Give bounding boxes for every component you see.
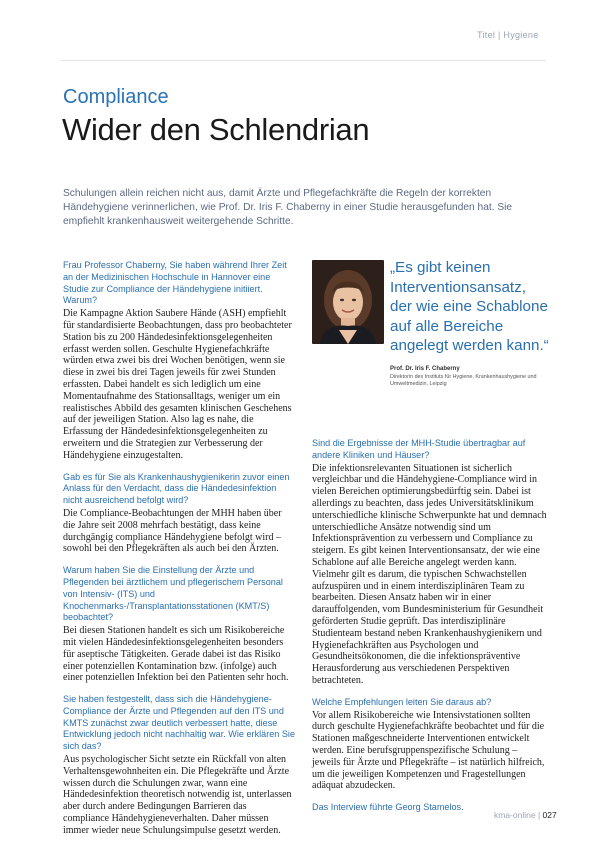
top-divider (60, 60, 546, 61)
question: Welche Empfehlungen leiten Sie daraus ab? (312, 696, 492, 707)
caption-affiliation: Direktorin des Instituts für Hygiene, Krankenhaushygiene und Umweltmedizin, Leipzig (390, 374, 537, 387)
portrait-illustration (312, 260, 384, 344)
question: Sie haben festgestellt, dass sich die Händehygiene-Compliance der Ärzte und Pflegenden auf den ITS und KMTS zunächst zwar deutlich verbessert hatte, diese Entwicklung jedoch nicht nachhaltig war. Wie erklären Sie sich das? (63, 694, 296, 752)
footer-label: kma-online (494, 810, 536, 820)
qa-block (63, 565, 295, 684)
qa-block (63, 472, 295, 556)
section-label: Titel | Hygiene (477, 30, 539, 40)
portrait-photo (312, 260, 384, 344)
answer: Die Kampagne Aktion Saubere Hände (ASH) empfiehlt für standardisierte Beobachtungen, dass pro beobachteter Station bis zu 200 Händedesinfektionsgelegenheiten erfasst werden sollen. Geschulte Hygienefachkräfte würden etwa zwei bis drei Wochen benötigen, wenn sie diese in zwei bis drei Tagen jeweils für zwei Stunden erfassten. Dabei handelt es sich lediglich um eine Momentaufnahme des Stationsalltags, weniger um ein realistisches Abbild des gesamten klinischen Geschehens auf der jeweiligen Station. Also lag es nahe, die Erfassung der Händedesinfektionsgelegenheiten zu erweitern und die Strategien zur Verbesserung der Händehygiene einzugestalten. (63, 308, 292, 461)
qa-block (63, 694, 295, 837)
answer: Aus psychologischer Sicht setzte ein Rückfall von alten Verhaltensgewohnheiten ein. Die Pflegekräfte und Ärzte wissen durch die Schulungen zwar, wann eine Händedesinfektion theoretisch notwendig ist, unterlassen aber durch andere Bedingungen Barrieren das compliance Händehygieneverhalten. Daher müssen immer wieder neue Schulungsimpulse gesetzt werden. (63, 754, 292, 836)
footer-separator: | (537, 810, 543, 820)
question: Frau Professor Chaberny, Sie haben während Ihrer Zeit an der Medizinischen Hochschule in Hannover eine Studie zur Compliance der Händehygiene initiiert. Warum? (63, 260, 287, 306)
caption-name: Prof. Dr. Iris F. Chaberny (390, 366, 460, 372)
qa-block (312, 697, 548, 792)
answer: Die infektionsrelevanten Situationen ist sicherlich vergleichbar und die Händehygiene-Compliance wird in vielen Bereichen optimierungsbedürftig sein. Dabei ist allerdings zu beachten, dass jedes Universitätsklinikum unterschiedliche klinische Schwerpunkte hat und demnach unterschiedliche Ansätze notwendig sind um Infektionsprävention zu verbessern und Compliance zu steigern. Es gibt keinen Interventionsansatz, der wie eine Schablone auf alle Bereiche angelegt werden kann. Vielmehr gilt es darum, die typischen Schwachstellen aufzuspüren und in einem interdisziplinären Team zu bearbeiten. Diesen Ansatz haben wir in einer darauffolgenden, vom Bundesministerium für Gesundheit geförderten Studie geprüft. Das interdisziplinäre Studienteam bestand neben Krankenhaushygienikern und Hygienefachkräften aus Psychologen und Gesundheitsökonomen, die die infektionspräventive Herausforderung aus verschiedenen Perspektiven betrachteten. (312, 462, 547, 686)
kicker: Compliance (63, 86, 169, 108)
question: Warum haben Sie die Einstellung der Ärzte und Pflegenden bei ärztlichem und pflegerischem Personal von Intensiv- (ITS) und Knochenmarks-/Transplantationsstationen (KMT/S) beobachtet? (63, 565, 283, 623)
page-footer (494, 810, 557, 820)
page-title: Wider den Schlendrian (62, 112, 370, 147)
qa-block (63, 260, 295, 462)
right-column (312, 438, 548, 814)
left-column (63, 260, 295, 847)
qa-block (312, 438, 548, 687)
question: Sind die Ergebnisse der MHH-Studie übertragbar auf andere Kliniken und Häuser? (312, 438, 526, 460)
interview-signoff: Das Interview führte Georg Stamelos. (312, 802, 464, 813)
answer: Die Compliance-Beobachtungen der MHH haben über die Jahre seit 2008 mehrfach bestätigt, dass keine durchgängig compliance Händehygiene befolgt wird – sowohl bei den Pflegekräften als auch bei den Ärzten. (63, 507, 282, 555)
question: Gab es für Sie als Krankenhaushygienikerin zuvor einen Anlass für den Verdacht, dass die Händedesinfektion nicht ausreichend befolgt wird? (63, 471, 290, 506)
answer: Vor allem Risikobereiche wie Intensivstationen sollten durch geschulte Hygienefachkräfte beobachtet und für die Stationen maßgeschneiderte Interventionen entwickelt werden. Eine berufsgruppenspezifische Schulung – jeweils für Ärzte und Pflegekräfte – ist natürlich hilfreich, um die jeweiligen Kompetenzen und Fragestellungen adäquat abzudecken. (312, 709, 545, 792)
answer: Bei diesen Stationen handelt es sich um Risikobereiche mit vielen Händedesinfektionsgelegenheiten besonders für aseptische Tätigkeiten. Gerade dabei ist das Risiko einer potenziellen Kontamination bzw. (infolge) auch einer potenziellen Infektion bei den Patienten sehr hoch. (63, 625, 289, 684)
page-number: 027 (542, 810, 557, 820)
lead-paragraph: Schulungen allein reichen nicht aus, damit Ärzte und Pflegefachkräfte die Regeln der korrekten Händehygiene verinnerlichen, wie Prof. Dr. Iris F. Chaberny in einer Studie herausgefunden hat. Sie empfiehlt krankenhausweit weitergehende Schritte. (63, 188, 513, 227)
pull-quote: „Es gibt keinen Interventionsansatz, der wie eine Schablone auf alle Bereiche angelegt werden kann.“ (390, 259, 549, 354)
